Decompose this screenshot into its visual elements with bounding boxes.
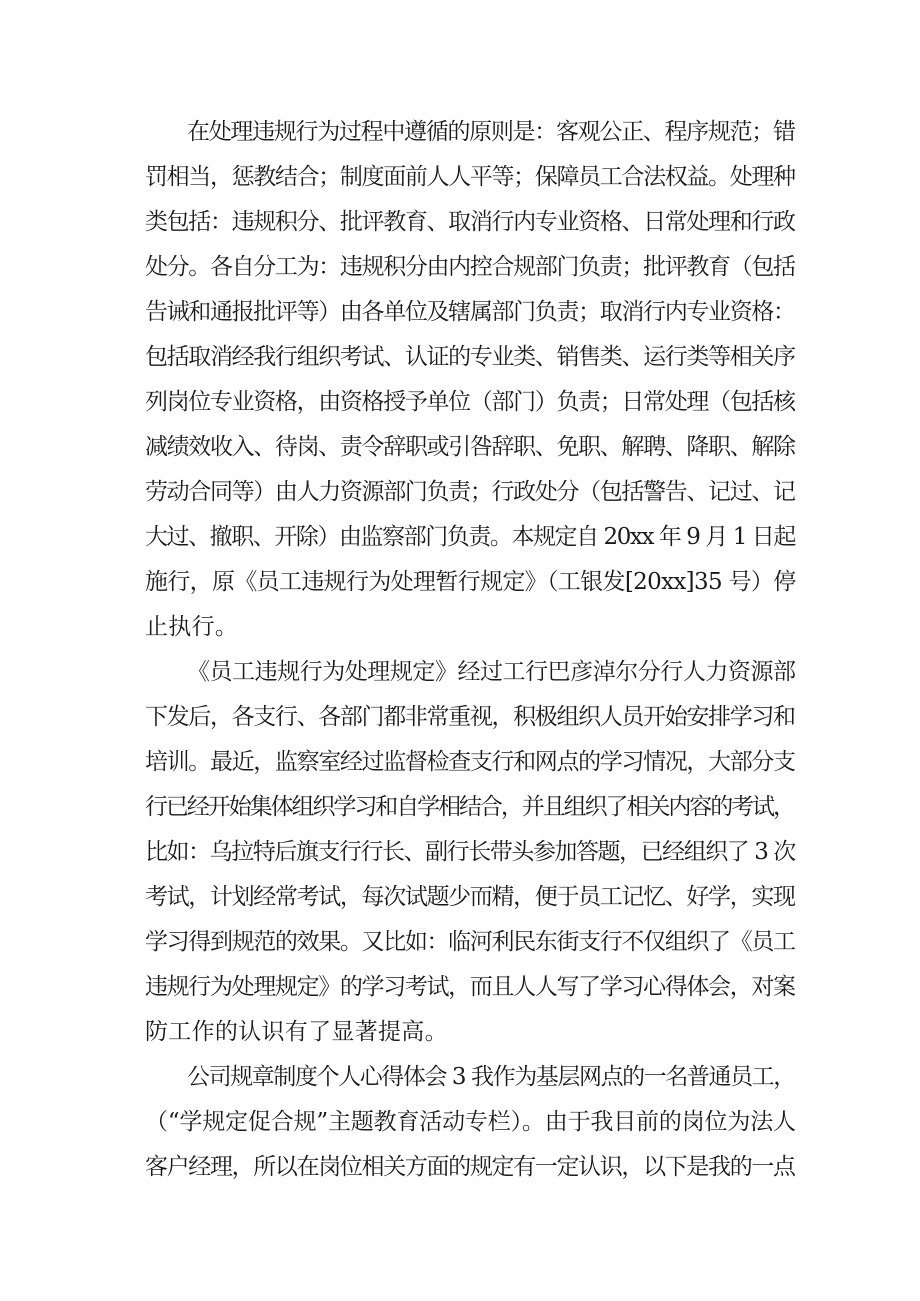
paragraph-line: 施行，原《员工违规行为处理暂行规定》（工银发[20xx]35 号）停 — [145, 569, 796, 595]
paragraph-line: 劳动合同等）由人力资源部门负责；行政处分（包括警告、记过、记 — [145, 479, 795, 505]
paragraph-line: 培训。最近，监察室经过监督检查支行和网点的学习情况，大部分支 — [145, 749, 795, 775]
paragraph-line: 行已经开始集体组织学习和自学相结合，并且组织了相关内容的考试， — [145, 794, 794, 820]
paragraph-line: 大过、撤职、开除）由监察部门负责。本规定自 20xx 年 9 月 1 日起 — [145, 524, 795, 550]
paragraph-line: 减绩效收入、待岗、责令辞职或引咎辞职、免职、解聘、降职、解除 — [145, 434, 795, 460]
paragraph-line: 告诫和通报批评等）由各单位及辖属部门负责；取消行内专业资格： — [145, 299, 795, 325]
paragraph-line: 学习得到规范的效果。又比如：临河利民东街支行不仅组织了《员工 — [145, 929, 795, 955]
paragraph-line: 列岗位专业资格，由资格授予单位（部门）负责；日常处理（包括核 — [145, 389, 795, 415]
paragraph-line: 违规行为处理规定》的学习考试，而且人人写了学习心得体会，对案 — [145, 974, 795, 1000]
paragraph-line: （“学规定促合规”主题教育活动专栏）。由于我目前的岗位为法人 — [145, 1109, 796, 1135]
paragraph-line: 类包括：违规积分、批评教育、取消行内专业资格、日常处理和行政 — [145, 209, 795, 235]
paragraph-line: 包括取消经我行组织考试、认证的专业类、销售类、运行类等相关序 — [145, 344, 795, 370]
paragraph-line: 考试，计划经常考试，每次试题少而精，便于员工记忆、好学，实现 — [145, 884, 795, 910]
paragraph-line: 防工作的认识有了显著提高。 — [145, 1019, 448, 1045]
paragraph-line: 止执行。 — [145, 614, 239, 640]
paragraph-line: 下发后，各支行、各部门都非常重视，积极组织人员开始安排学习和 — [145, 704, 795, 730]
paragraph-line: 在处理违规行为过程中遵循的原则是：客观公正、程序规范；错 — [187, 119, 795, 145]
paragraph-line: 《员工违规行为处理规定》经过工行巴彦淖尔分行人力资源部 — [187, 659, 796, 685]
paragraph-line: 罚相当，惩教结合；制度面前人人平等；保障员工合法权益。处理种 — [145, 164, 795, 190]
paragraph-line: 公司规章制度个人心得体会 3 我作为基层网点的一名普通员工， — [187, 1064, 795, 1090]
paragraph-line: 客户经理，所以在岗位相关方面的规定有一定认识，以下是我的一点 — [145, 1154, 795, 1180]
paragraph-line: 比如：乌拉特后旗支行行长、副行长带头参加答题，已经组织了 3 次 — [145, 839, 795, 865]
paragraph-line: 处分。各自分工为：违规积分由内控合规部门负责；批评教育（包括 — [145, 254, 795, 280]
